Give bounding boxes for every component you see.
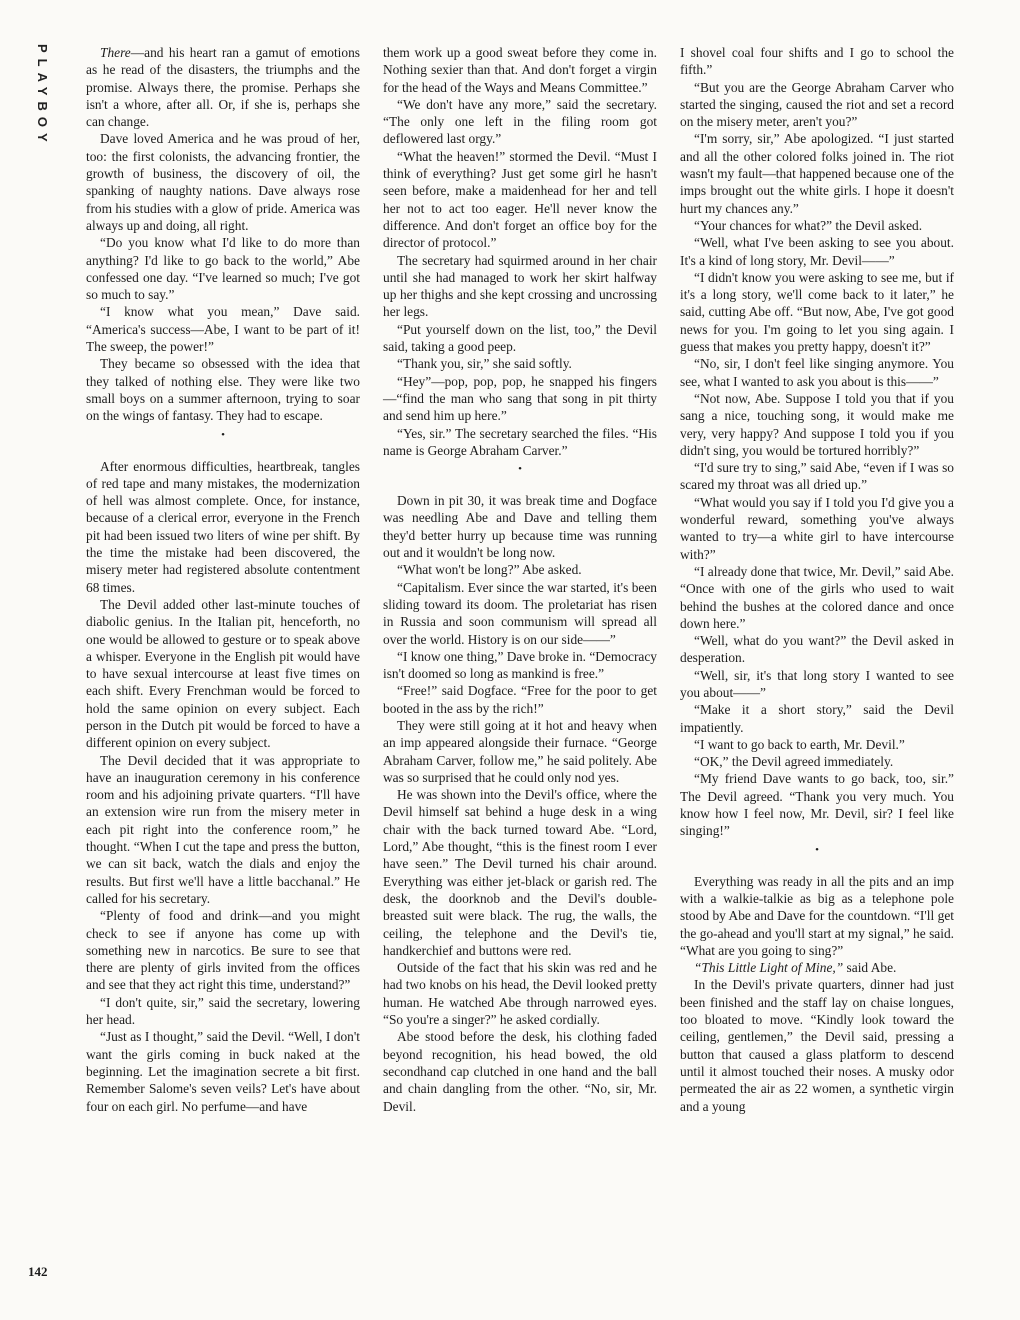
paragraph-text: “Thank you, sir,” she said softly. [397,356,572,372]
paragraph-text: “I'd sure try to sing,” said Abe, “even if I was so scared my throat was all dried up.” [680,460,954,493]
article-paragraph [86,303,360,355]
paragraph-text: “OK,” the Devil agreed immediately. [694,754,894,770]
article-paragraph [383,321,657,356]
paragraph-text: “What the heaven!” stormed the Devil. “Must I think of everything? Just get some girl he hasn't seen before, make a maidenhead for her and tell her not to act too eager. He'll never know the difference. And don't forget an office boy for the director of protocol.” [383,148,657,251]
paragraph-text: “But you are the George Abraham Carver who started the singing, caused the riot and set a record on the misery meter, aren't you?” [680,79,954,130]
paragraph-text: Dave loved America and he was proud of her, too: the first colonists, the advancing frontier, the growth of business, the discovery of oil, the spanking of naughty nations. Dave always rose from his studies with a glow of pride. America was always up and doing, all right. [86,131,360,233]
article-paragraph [86,130,360,234]
section-separator: • [815,843,819,856]
paragraph-text: “No, sir, I don't feel like singing anymore. You see, what I wanted to ask you about is this——” [680,356,954,389]
paragraph-text: In the Devil's private quarters, dinner had just been finished and the staff lay on chaise longues, too bloated to move. “Kindly look toward the ceiling, gentlemen,” the Devil said, pressing a button that caused a glass platform to descend until it almost touched their noses. A musky odor permeated the air as 22 women, a synthetic virgin and a young [680,977,954,1114]
paragraph-text: After enormous difficulties, heartbreak, tangles of red tape and many mistakes, the modernization of hell was almost complete. Once, for instance, because of a clerical error, everyone in the French pit had been issued two liters of wine per shift. By the time the mistake had been discovered, the misery meter had registered absolute contentment 68 times. [86,458,360,595]
paragraph-text: The Devil decided that it was appropriate to have an inauguration ceremony in his conference room and his adjoining private quarters. “I'll have an extension wire run from the misery meter in each pit right into the conference room,” he thought. “When I cut the tape and press the button, we can sit back, watch the dials and enjoy the results. But first we'll have a little bacchanal.” He called for his secretary. [86,752,360,906]
paragraph-text: “I'm sorry, sir,” Abe apologized. “I just started and all the other colored folks joined in. The riot wasn't my fault—that happened because one of the imps brought out the white girls. I hope it doesn't hurt my chances any.” [680,131,954,216]
article-paragraph [86,44,360,130]
italic-lead-text: There [100,45,131,60]
paragraph-text: They became so obsessed with the idea that they talked of nothing else. They were like two small boys on a summer afternoon, trying to soar on the wings of fantasy. They had to escape. [86,356,360,424]
paragraph-text: Outside of the fact that his skin was red and he had two knobs on his head, the Devil looked pretty human. He watched Abe through narrowed eyes. “So you're a singer?” he asked cordially. [383,960,657,1028]
paragraph-text: “Put yourself down on the list, too,” the Devil said, taking a good peep. [383,321,657,355]
article-paragraph [680,234,954,269]
article-paragraph [86,1028,360,1114]
article-paragraph [86,907,360,993]
paragraph-text: “I already done that twice, Mr. Devil,” said Abe. “Once with one of the girls who used to wait behind the bushes at the colored dance and once down here.” [680,563,954,631]
article-paragraph [383,682,657,717]
paragraph-text: Everything was ready in all the pits and an imp with a walkie-talkie as big as a telephone pole stood by Abe and Dave for the countdown. “I'll get the go-ahead and you'll start at my signal,” he said. “What are you going to sing?” [680,873,954,958]
paragraph-text: “What would you say if I told you I'd give you a wonderful reward, something you've always wanted to try—a white girl to have intercourse with?” [680,494,954,562]
article-paragraph [680,563,954,632]
paragraph-text: “Well, what do you want?” the Devil asked in desperation. [680,633,954,666]
paragraph-text: The Devil added other last-minute touches of diabolic genius. In the Italian pit, henceforth, no one would be allowed to gesture or to speak above a whisper. Everyone in the English pit would have to have sexual intercourse at least five times on each shift. Every Frenchman would be forced to hold the same opinion on every subject. Each person in the Dutch pit would be forced to have a different opinion on every subject. [86,596,360,751]
text-column-3 [680,44,954,1115]
italic-lead-text: “This Little Light of Mine,” [694,960,844,976]
article-paragraph [383,579,657,648]
paragraph-text: The secretary had squirmed around in her chair until she had managed to work her skirt halfway up her thighs and she kept crossing and uncrossing her legs. [383,252,657,320]
paragraph-text: “Do you know what I'd like to do more than anything? I'd like to go back to the world,” Abe confessed one day. “I've learned so much; I've got so much to say.” [86,235,360,303]
paragraph-text: “What won't be long?” Abe asked. [397,562,582,578]
article-paragraph [680,873,954,959]
article-paragraph [680,959,954,976]
paragraph-text: “Hey”—pop, pop, pop, he snapped his fingers—“find the man who sang that song in pit thirty and send him up here.” [383,373,657,424]
paragraph-text: “I don't quite, sir,” said the secretary, lowering her head. [86,994,360,1028]
paragraph-text: “Not now, Abe. Suppose I told you that if you sang a nice, touching song, it would make me very, very happy? And suppose I told you if you didn't sing, you would be tortured horribly?” [680,390,954,458]
paragraph-text: He was shown into the Devil's office, where the Devil himself sat behind a huge desk in a wing chair with the back turned toward Abe. “Lord, Lord,” Abe thought, “this is the finest room I ever have seen.” The Devil turned his chair around. Everything was either jet-black or garish red. The desk, the doorknob and the Devil's double-breasted suit were black. The rug, the walls, the ceiling, the telephone and the Devil's tie, handkerchief and buttons were red. [383,787,657,958]
paragraph-text: “Make it a short story,” said the Devil impatiently. [680,702,954,735]
article-paragraph [680,130,954,216]
paragraph-text: “We don't have any more,” said the secretary. “The only one left in the filing room got deflowered last orgy.” [383,96,657,147]
article-paragraph [383,561,657,578]
paragraph-text: “Well, sir, it's that long story I wanted to see you about——” [680,667,954,700]
article-paragraph [680,494,954,563]
article-paragraph [680,770,954,839]
article-paragraph [680,459,954,494]
section-separator: • [221,428,225,441]
article-paragraph [680,217,954,234]
article-paragraph [680,976,954,1114]
article-paragraph [680,632,954,667]
article-paragraph [383,786,657,959]
article-paragraph [680,736,954,753]
paragraph-text: —and his heart ran a gamut of emotions as he read of the disasters, the triumphs and the promise. Always there, the promise. Perhaps she isn't a whore, after all. Or, if she is, perhaps she can change. [86,45,360,130]
paragraph-text: “Free!” said Dogface. “Free for the poor to get booted in the ass by the rich!” [383,683,657,716]
article-paragraph [383,648,657,683]
paragraph-text: “I didn't know you were asking to see me, but if it's a long story, we'll come back to it later,” he said, cutting Abe off. “But now, Abe, I've got good news for you. I'm going to let you sing again. I guess that makes you pretty happy, doesn't it?” [680,269,954,355]
paragraph-text: “My friend Dave wants to go back, too, sir.” The Devil agreed. “Thank you very much. You know how I feel now, Mr. Devil, sir? I feel like singing!” [680,771,954,839]
article-paragraph [86,234,360,303]
paragraph-text: They were still going at it hot and heavy when an imp appeared alongside their furnace. “George Abraham Carver, follow me,” he said politely. Abe was so surprised that he could only nod yes. [383,717,657,785]
article-paragraph [383,1028,657,1114]
article-paragraph [86,596,360,752]
article-paragraph [383,717,657,786]
page-number: 142 [28,1264,48,1279]
article-paragraph [383,252,657,321]
article-paragraph [383,959,657,1028]
paragraph-text: “Capitalism. Ever since the war started, it's been sliding toward its doom. The proletariat has risen in Russia and soon communism will spread all over the world. History is on our side——” [383,579,657,647]
paragraph-text: “Your chances for what?” the Devil asked. [694,217,923,233]
paragraph-text: Abe stood before the desk, his clothing faded beyond recognition, his head bowed, the old secondhand cap clutched in one hand and the ball and chain dangling from the other. “No, sir, Mr. Devil. [383,1029,657,1114]
article-paragraph [383,148,657,252]
article-paragraph [86,458,360,596]
article-paragraph [383,355,657,372]
text-column-2 [383,44,657,1115]
article-paragraph [680,79,954,131]
article-paragraph [680,44,954,79]
paragraph-text: “Just as I thought,” said the Devil. “Well, I don't want the girls coming in buck naked at the beginning. Let the imagination secrete a bit first. Remember Salome's seven veils? Let's have about four on each girl. No perfume—and have [86,1029,360,1114]
article-paragraph [383,373,657,425]
article-paragraph [680,355,954,390]
text-column-1 [86,44,360,1115]
paragraph-text: “Well, what I've been asking to see you about. It's a kind of long story, Mr. Devil——” [680,235,954,268]
article-paragraph [383,492,657,561]
article-paragraph [680,390,954,459]
article-paragraph [383,425,657,460]
paragraph-text: I shovel coal four shifts and I go to school the fifth.” [680,45,954,78]
article-paragraph [680,269,954,355]
paragraph-text: “I know what you mean,” Dave said. “America's success—Abe, I want to be part of it! The sweep, the power!” [86,304,360,355]
magazine-name: PLAYBOY [35,44,50,148]
article-paragraph [86,994,360,1029]
paragraph-text: “Plenty of food and drink—and you might check to see if anyone has come up with something new in narcotics. Be sure to see that there are plenty of girls invited from the offices and see that they act right this time, understand?” [86,908,360,993]
article-paragraph [86,752,360,908]
paragraph-text: “I want to go back to earth, Mr. Devil.” [694,736,905,752]
paragraph-text: said Abe. [843,960,897,976]
paragraph-text: “Yes, sir.” The secretary searched the files. “His name is George Abraham Carver.” [383,425,657,458]
paragraph-text: Down in pit 30, it was break time and Dogface was needling Abe and Dave and telling them they'd better hurry up because time was running out and it wouldn't be long now. [383,493,657,561]
article-paragraph [680,667,954,702]
article-paragraph [86,355,360,424]
article-paragraph [383,96,657,148]
paragraph-text: “I know one thing,” Dave broke in. “Democracy isn't doomed so long as mankind is free.” [383,648,657,682]
paragraph-text: them work up a good sweat before they come in. Nothing sexier than that. And don't forget a virgin for the head of the Ways and Means Committee.” [383,45,657,95]
article-paragraph [680,753,954,770]
article-paragraph [680,701,954,736]
section-separator: • [518,463,522,476]
article-paragraph [383,44,657,96]
